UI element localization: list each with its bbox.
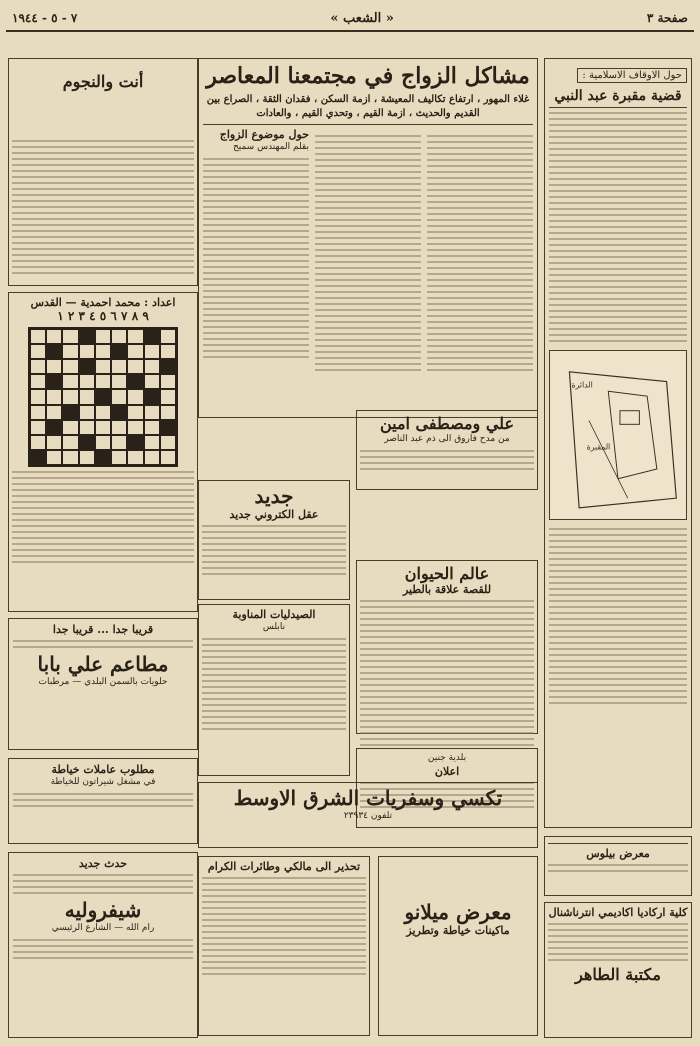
taxi-ad	[198, 782, 538, 848]
academy-ad	[544, 902, 692, 1038]
paper-name: « الشعب »	[330, 10, 394, 26]
marriage-subhead: حول موضوع الزواج	[219, 128, 309, 142]
horoscope-box	[8, 58, 198, 286]
chevrolet-ad	[8, 852, 198, 1038]
taxi-title: تكسي وسفريات الشرق الاوسط	[233, 786, 503, 810]
awqaf-headline: قضية مقبرة عبد النبي	[549, 88, 687, 108]
jenin-org: بلدية جنين	[427, 753, 467, 763]
tailors-sub: في مشغل شيراتون للخياطة	[50, 777, 156, 787]
awqaf-article	[544, 58, 692, 828]
awqaf-body-text-2	[549, 528, 687, 704]
milano-title: معرض ميلانو	[404, 900, 512, 924]
marriage-deck: غلاء المهور ، ارتفاع تكاليف المعيشة ، ازمة السكن ، فقدان الثقة ، الصراع بين القديم والحديث ، ازمة القيم ، وتحدي القيم ، والعادات	[206, 94, 530, 119]
pharmacies-box	[198, 604, 350, 776]
marriage-article	[198, 58, 538, 418]
ali-mustafa-article	[356, 410, 538, 490]
horoscope-title: أنت والنجوم	[62, 72, 144, 91]
marriage-byline: بقلم المهندس سميح	[232, 142, 309, 153]
academy-title: كلية اركاديا اكاديمي انترناشنال	[548, 906, 688, 919]
horoscope-list	[12, 140, 194, 274]
chevrolet-tag: حدث جديد	[78, 857, 128, 870]
chevrolet-dealer: رام الله — الشارع الرئيسي	[51, 923, 155, 933]
crossword-digits: ٩ ٨ ٧ ٦ ٥ ٤ ٣ ٢ ١	[57, 309, 149, 323]
map-label-a: الدائرة	[571, 380, 593, 390]
pharmacies-city: نابلس	[262, 622, 286, 632]
exhibit-title: معرض بيلوس	[586, 847, 650, 860]
bookshop-name: مكتبة الطاهر	[575, 965, 661, 984]
warning-notice	[198, 856, 370, 1036]
jenin-title: اعلان	[434, 764, 460, 778]
pharmacies-title: الصيدليات المناوبة	[232, 608, 316, 621]
milano-sub: ماكينات خياطة وتطريز	[406, 924, 510, 937]
ali-baba-name: مطاعم علي بابا	[37, 652, 169, 676]
page-header	[6, 6, 694, 32]
tailors-title: مطلوب عاملات خياطة	[51, 763, 155, 776]
electronic-title: عقل الكتروني جديد	[229, 508, 319, 521]
cemetery-map	[549, 350, 687, 520]
tailors-wanted-ad	[8, 758, 198, 844]
taxi-phone: تلفون ٢٣٩٣٤	[343, 811, 393, 821]
electronic-brain-article	[198, 480, 350, 600]
awqaf-kicker: حول الاوقاف الاسلامية :	[577, 68, 687, 83]
chevrolet-name: شيفروليه	[64, 898, 142, 922]
marriage-headline: مشاكل الزواج في مجتمعنا المعاصر	[206, 63, 530, 89]
exhibit-ad	[544, 836, 692, 896]
ali-mustafa-sub: من مدح فاروق الى ذم عبد الناصر	[384, 434, 510, 444]
map-label-b: المقبرة	[586, 442, 611, 452]
cemetery-map-drawing	[550, 351, 686, 519]
animal-world-sub: للقصة علاقة بالطير	[402, 583, 492, 596]
milano-ad	[378, 856, 538, 1036]
page-number: صفحة ٣	[646, 11, 688, 25]
awqaf-body-text	[549, 112, 687, 342]
animal-world-title: عالم الحيوان	[404, 564, 490, 583]
ali-mustafa-title: علي ومصطفى امين	[379, 414, 515, 433]
issue-date: ٧ - ٥ - ١٩٤٤	[12, 11, 78, 25]
crossword-grid	[28, 327, 178, 467]
crossword-title: اعداد : محمد احمدية — القدس	[30, 296, 176, 309]
marriage-columns	[203, 128, 533, 378]
horoscope-banner	[12, 72, 194, 136]
warning-title: تحذير الى مالكي وطائرات الكرام	[207, 860, 361, 873]
ali-baba-promo: قريبا جدا ... قريبا جدا	[52, 623, 154, 636]
crossword-box	[8, 292, 198, 612]
ali-baba-ad	[8, 618, 198, 750]
new-tag: جديد	[254, 484, 294, 508]
ali-baba-items: حلويات بالسمن البلدي — مرطبات	[38, 677, 168, 687]
animal-world-article	[356, 560, 538, 734]
